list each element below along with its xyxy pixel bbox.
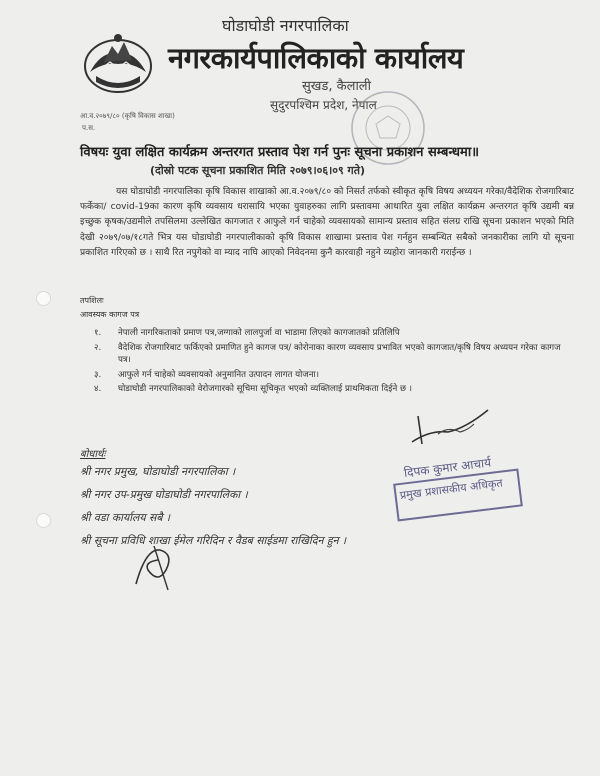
cc-item: श्री सूचना प्रविधि शाखा ईमेल गरिदिन र वैडब साईडमा राखिदिन हुन । [80,534,347,547]
cc-item: श्री नगर प्रमुख, घोडाघोडी नगरपालिका । [80,465,236,478]
signatory-name: दिपक कुमार आचार्य [403,455,492,480]
fiscal-year-reference: आ.व.२०७९/८० (कृषि विकास शाखा) [80,112,175,120]
initials-icon [130,540,180,592]
required-documents-list [94,327,574,398]
list-item [94,342,574,367]
list-item-text: घोडाघोडी नगरपालिकाको वेरोजगारको सूचिमा सूचिकृत भएको व्यक्तिलाई प्राथमिकता दिईने छ । [118,384,412,394]
list-item-number: १. [94,328,102,338]
list-item-number: २. [94,342,102,353]
list-item-number: ३. [94,369,102,380]
letter-subject: विषयः युवा लक्षित कार्यक्रम अन्तरगत प्रस्ताव पेश गर्न पुनः सूचना प्रकाशन सम्बन्धमा॥ [80,145,479,160]
government-emblem-icon [82,32,154,94]
list-item-text: नेपाली नागरिकताको प्रमाण पत्र,जग्गाको लालपुर्जा वा भाडामा लिएको कागजातको प्रतिलिपि [118,328,400,338]
punch-hole [36,513,51,528]
signature-icon [408,404,498,450]
list-item-text: आफुले गर्न चाहेको व्यवसायको अनुमानित उत्पादन लागत योजना। [118,369,320,380]
office-province: सुदुरपश्चिम प्रदेश, नेपाल [270,98,377,112]
municipality-name: घोडाघोडी नगरपालिका [222,16,349,35]
list-item-number: ४. [94,384,102,394]
punch-hole [36,291,51,306]
dispatch-number: प.स. [82,124,96,132]
notice-body: यस घोडाघोडी नगरपालिका कृषि विकास शाखाको आ.व.२०७९/८० को निसर्त तर्फको स्वीकृत कृषि विषय अध्ययन गरेका/वैदेशिक रोजगारिबाट फर्केका/ covid-19का कारण कृषि व्यवसाय धरासायि भएका युवाहरुका लागि प्रस्तावमा आधारित युवा लक्षित कार्यक्रम अन्तरगत कृषि उद्यमी बन्न इच्छुक कृषक/उद्यमीले तपसिलमा उल्लेखित कागजात र आफुले गर्न चाहेको व्यवसायको सामान्य प्रस्ताव सहित संलग्र राखि सूचना प्रकाशन भएको मिति देखी २०७९/०७/१८गते भित्र यस घोडाघोडी नगरपालीकाको कृषि विकास शाखामा प्रस्ताव पेश गर्नहुन सम्बन्धित सबैको जनकारीका लागि यो सूचना प्रकाशित गरिएको छ । साथै रित नपुगेको वा म्याद नाघि आएको निवेदनमा कुनै कारवाही नहुने व्यहोरा जानकारी गराईन्छ । [80,187,574,258]
attachment-heading: तपशिलः [80,296,104,305]
cc-list [80,460,346,552]
attachment-subheading: आवस्यक कागज पत्र [80,310,140,319]
list-item [94,383,574,396]
list-item [94,327,574,340]
cc-item: श्री वडा कार्यालय सबै । [80,511,171,524]
subject-publication-note: (दोस्रो पटक सूचना प्रकाशित मिति २०७९।०६।०९ गते) [150,164,365,177]
signatory-title: प्रमुख प्रशासकीय अधिकृत [399,476,504,502]
cc-heading: बोधार्थः [80,449,106,460]
list-item [94,369,574,382]
office-title: नगरकार्यपालिकाको कार्यालय [168,41,464,75]
office-place: सुखड, कैलाली [302,79,371,94]
cc-item: श्री नगर उप-प्रमुख घोडाघोडी नगरपालिका । [80,488,248,501]
list-item-text: वैदेशिक रोजगारिबाट फर्किएको प्रमाणित हुने कागज पत्र/ कोरोनाका कारण व्यवसाय प्रभावित भएको कागजात/कृषि विषय अध्ययन गरेका कागज पत्र। [118,342,561,365]
